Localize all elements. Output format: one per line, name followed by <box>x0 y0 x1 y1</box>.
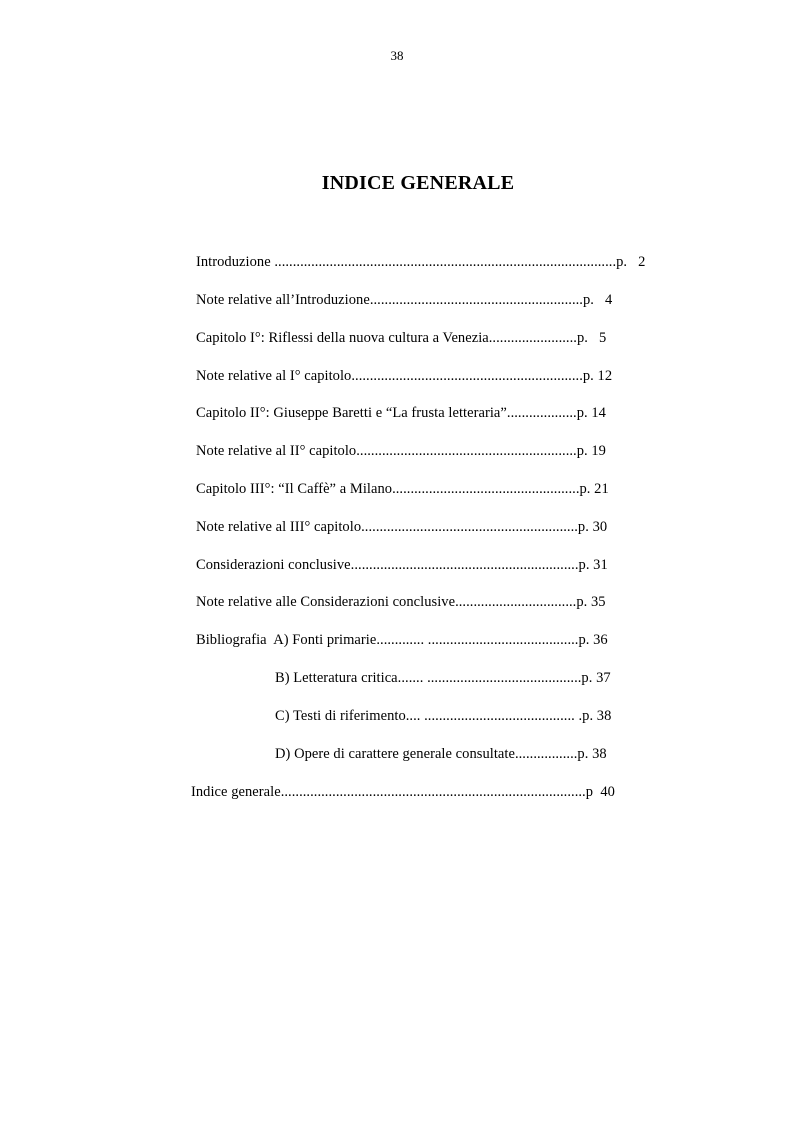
toc-entry-note-considerazioni: Note relative alle Considerazioni conclusive.................................p. 35 <box>196 594 606 610</box>
toc-entry-bibliografia-testi: C) Testi di riferimento.... ......................................... .p. 38 <box>275 708 612 724</box>
toc-entry-note-introduzione: Note relative all’Introduzione..........................................................p. 4 <box>196 292 613 308</box>
toc-entry-note-capitolo-2: Note relative al II° capitolo............................................................p. 19 <box>196 443 606 459</box>
toc-entry-note-capitolo-3: Note relative al III° capitolo...........................................................p. 30 <box>196 519 608 535</box>
toc-entry-bibliografia-letteratura: B) Letteratura critica....... ..........................................p. 37 <box>275 670 611 686</box>
toc-entry-capitolo-2: Capitolo II°: Giuseppe Baretti e “La frusta letteraria”...................p. 14 <box>196 405 606 421</box>
toc-entry-introduzione: Introduzione .............................................................................................p. 2 <box>196 254 646 270</box>
toc-entry-capitolo-1: Capitolo I°: Riflessi della nuova cultura a Venezia........................p. 5 <box>196 330 607 346</box>
toc-entry-note-capitolo-1: Note relative al I° capitolo...............................................................p. 12 <box>196 368 613 384</box>
toc-entry-indice-generale: Indice generale...................................................................................p 40 <box>191 784 615 800</box>
toc-entry-capitolo-3: Capitolo III°: “Il Caffè” a Milano...................................................p. 21 <box>196 481 609 497</box>
page-title: INDICE GENERALE <box>321 172 515 194</box>
toc-entry-considerazioni: Considerazioni conclusive..............................................................p. 31 <box>196 557 608 573</box>
toc-entry-bibliografia-opere: D) Opere di carattere generale consultate.................p. 38 <box>275 746 607 762</box>
toc-entry-bibliografia-fonti: Bibliografia A) Fonti primarie............. .........................................p. 36 <box>196 632 608 648</box>
page-number: 38 <box>390 48 404 63</box>
